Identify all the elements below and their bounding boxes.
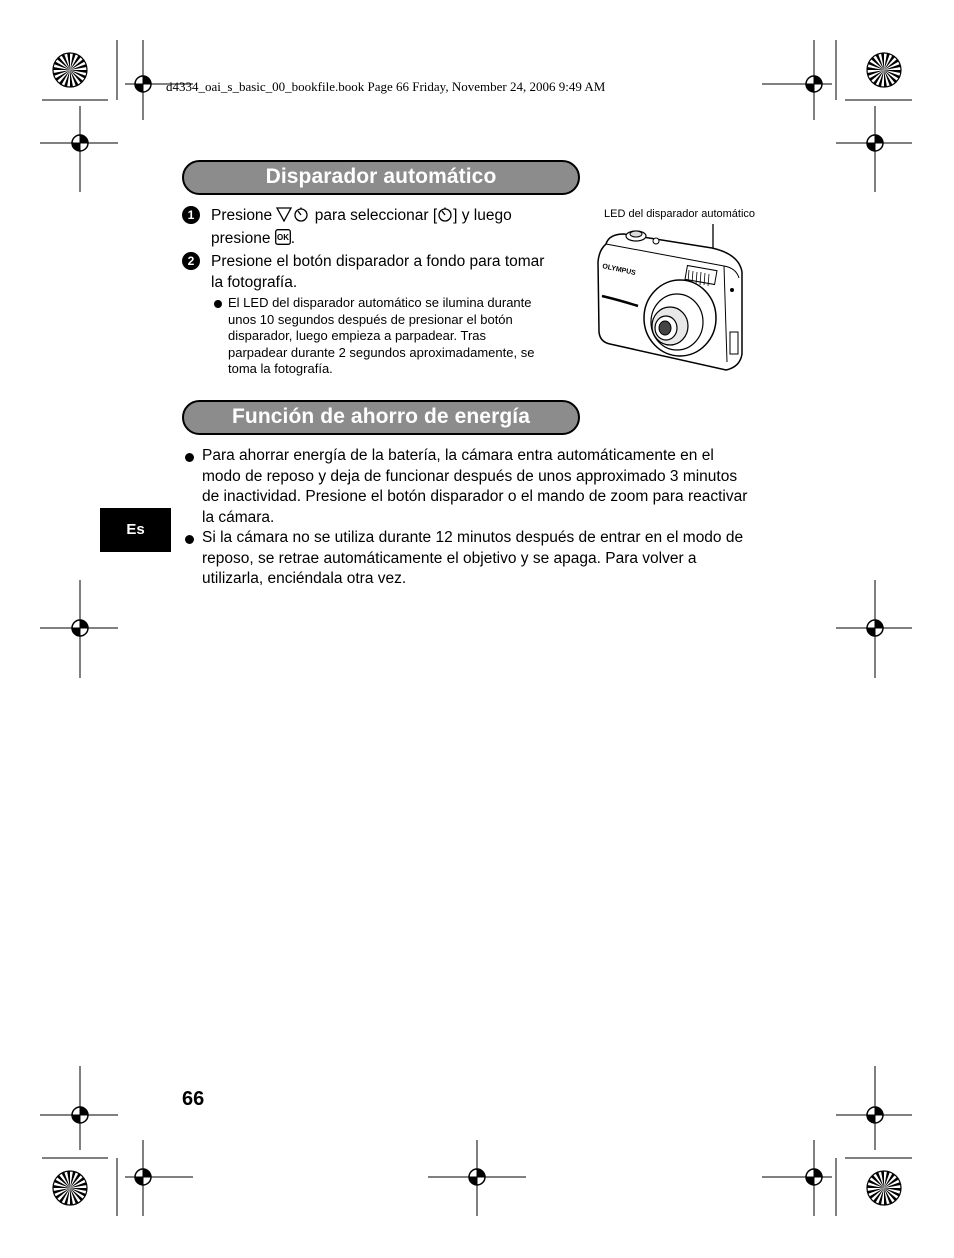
bullet-dot bbox=[214, 300, 222, 308]
bullet-dot bbox=[185, 453, 194, 462]
step-1-badge: 1 bbox=[182, 206, 200, 224]
step-2-badge: 2 bbox=[182, 252, 200, 270]
led-callout-label: LED del disparador automático bbox=[604, 208, 756, 220]
section-title: Disparador automático bbox=[265, 165, 497, 188]
svg-text:OLYMPUS: OLYMPUS bbox=[601, 263, 637, 278]
bullet-dot bbox=[185, 535, 194, 544]
starburst-bottom-right bbox=[867, 1171, 901, 1205]
section-title: Función de ahorro de energía bbox=[231, 405, 530, 428]
starburst-top-left bbox=[53, 53, 87, 87]
power-save-paragraph-1: Para ahorrar energía de la batería, la cámara entra automáticamente en el modo de reposo y deja de funcionar después de unos approximado 3 minutos de inactividad. Presione el botón disparador o el mando de zoom para reactivar la cámara. bbox=[202, 447, 748, 526]
starburst-top-right bbox=[867, 53, 901, 87]
file-info-header: d4334_oai_s_basic_00_bookfile.book Page 66 Friday, November 24, 2006 9:49 AM bbox=[166, 79, 606, 94]
starburst-bottom-left bbox=[53, 1171, 87, 1205]
page-number: 66 bbox=[182, 1088, 205, 1110]
step-2-text: Presione el botón disparador a fondo para tomar la fotografía. bbox=[211, 253, 545, 291]
ok-button-icon bbox=[275, 229, 291, 252]
self-timer-icon bbox=[437, 207, 453, 229]
step-1-text: Presione para seleccionar [ ] y luego presione OK . bbox=[211, 206, 581, 251]
language-tab: Es bbox=[100, 508, 171, 552]
power-save-paragraph-2: Si la cámara no se utiliza durante 12 minutos después de entrar en el modo de reposo, se retrae automáticamente el objetivo y se apaga. Para volver a utilizarla, enciéndala otra vez. bbox=[202, 529, 744, 587]
camera-illustration bbox=[594, 222, 746, 372]
section-header-power-save bbox=[182, 400, 580, 435]
section-header-self-timer bbox=[182, 160, 580, 195]
down-timer-icon bbox=[276, 207, 310, 229]
svg-text:OK: OK bbox=[276, 232, 289, 242]
step-2-note: El LED del disparador automático se ilumina durante unos 10 segundos después de presionar el botón disparador, luego empieza a parpadear. Tras parpadear durante 2 segundos aproximadamente, se toma la fotografía. bbox=[228, 295, 535, 377]
